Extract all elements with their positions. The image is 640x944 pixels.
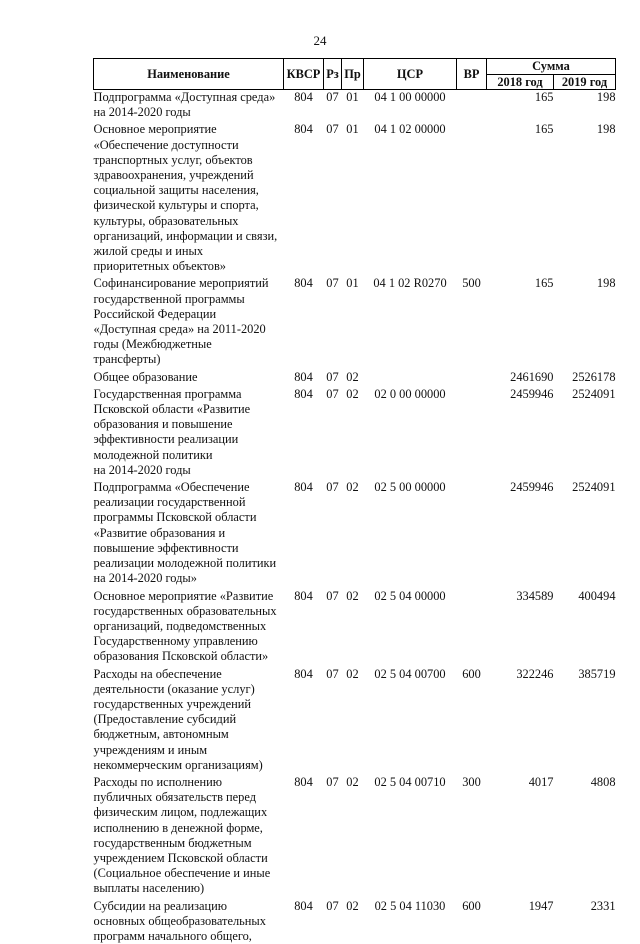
cell-s2019: 2524091 — [554, 478, 616, 586]
cell-kvsr: 804 — [284, 274, 324, 367]
cell-kvsr: 804 — [284, 368, 324, 385]
row-name-line: на 2014-2020 годы — [94, 105, 284, 120]
cell-s2019: 400494 — [554, 587, 616, 665]
row-name-line: учреждениям и иным — [94, 743, 284, 758]
header-2018: 2018 год — [487, 75, 554, 90]
cell-kvsr: 804 — [284, 90, 324, 121]
row-name-line: исполнению в денежной форме, — [94, 821, 284, 836]
row-name-line: «Развитие образования и — [94, 526, 284, 541]
cell-kvsr: 804 — [284, 120, 324, 274]
header-csr: ЦСР — [364, 59, 457, 90]
row-name-line: Расходы по исполнению — [94, 775, 284, 790]
cell-s2018: 4017 — [487, 773, 554, 897]
row-name-line: реализации молодежной политики — [94, 556, 284, 571]
row-name-line: образования Псковской области» — [94, 649, 284, 664]
cell-csr: 02 5 04 00700 — [364, 665, 457, 773]
row-name-line: молодежной политики — [94, 448, 284, 463]
row-name-line: Подпрограмма «Обеспечение — [94, 480, 284, 495]
row-name — [94, 665, 284, 773]
page-number: 24 — [0, 33, 640, 49]
row-name-line: государственных образовательных — [94, 604, 284, 619]
row-name — [94, 274, 284, 367]
row-name-line: приоритетных объектов» — [94, 259, 284, 274]
row-name-line: эффективности реализации — [94, 432, 284, 447]
cell-csr — [364, 368, 457, 385]
row-name — [94, 897, 284, 944]
cell-pr: 02 — [342, 587, 364, 665]
cell-s2018: 165 — [487, 120, 554, 274]
cell-s2019: 198 — [554, 274, 616, 367]
row-name-line: Субсидии на реализацию — [94, 899, 284, 914]
row-name-line: Российской Федерации — [94, 307, 284, 322]
cell-vr: 300 — [457, 773, 487, 897]
cell-kvsr: 804 — [284, 587, 324, 665]
row-name — [94, 90, 284, 121]
cell-vr — [457, 120, 487, 274]
header-name: Наименование — [94, 59, 284, 90]
cell-rz: 07 — [324, 368, 342, 385]
row-name-line: Подпрограмма «Доступная среда» — [94, 90, 284, 105]
cell-vr — [457, 90, 487, 121]
cell-s2018: 2459946 — [487, 385, 554, 478]
row-name-line: физической культуры и спорта, — [94, 198, 284, 213]
cell-pr: 02 — [342, 665, 364, 773]
row-name-line: Государственная программа — [94, 387, 284, 402]
table-row — [94, 665, 616, 773]
row-name — [94, 385, 284, 478]
cell-pr: 02 — [342, 478, 364, 586]
table-row — [94, 274, 616, 367]
cell-csr: 02 5 04 00710 — [364, 773, 457, 897]
row-name-line: на 2014-2020 годы — [94, 463, 284, 478]
table-row — [94, 120, 616, 274]
cell-kvsr: 804 — [284, 897, 324, 944]
cell-s2018: 1947 — [487, 897, 554, 944]
row-name — [94, 773, 284, 897]
row-name-line: жилой среды и иных — [94, 244, 284, 259]
cell-s2019: 385719 — [554, 665, 616, 773]
row-name-line: программы Псковской области — [94, 510, 284, 525]
cell-vr: 600 — [457, 665, 487, 773]
row-name — [94, 368, 284, 385]
cell-pr: 02 — [342, 773, 364, 897]
cell-pr: 02 — [342, 368, 364, 385]
row-name-line: Софинансирование мероприятий — [94, 276, 284, 291]
cell-csr: 04 1 02 00000 — [364, 120, 457, 274]
row-name — [94, 587, 284, 665]
header-pr: Пр — [342, 59, 364, 90]
header-2019: 2019 год — [554, 75, 616, 90]
row-name-line: физическим лицом, подлежащих — [94, 805, 284, 820]
cell-rz: 07 — [324, 274, 342, 367]
cell-rz: 07 — [324, 665, 342, 773]
cell-kvsr: 804 — [284, 665, 324, 773]
cell-rz: 07 — [324, 773, 342, 897]
row-name-line: Основное мероприятие «Развитие — [94, 589, 284, 604]
cell-csr: 02 0 00 00000 — [364, 385, 457, 478]
cell-csr: 02 5 04 00000 — [364, 587, 457, 665]
cell-pr: 02 — [342, 385, 364, 478]
row-name-line: Расходы на обеспечение — [94, 667, 284, 682]
cell-csr: 04 1 02 R0270 — [364, 274, 457, 367]
cell-s2018: 2459946 — [487, 478, 554, 586]
row-name-line: трансферты) — [94, 352, 284, 367]
header-kvsr: КВСР — [284, 59, 324, 90]
cell-s2019: 198 — [554, 90, 616, 121]
row-name-line: образования и повышение — [94, 417, 284, 432]
cell-csr: 02 5 04 11030 — [364, 897, 457, 944]
row-name-line: годы (Межбюджетные — [94, 337, 284, 352]
row-name-line: Псковской области «Развитие — [94, 402, 284, 417]
table-row — [94, 587, 616, 665]
cell-vr — [457, 385, 487, 478]
cell-s2019: 2331 — [554, 897, 616, 944]
cell-s2018: 165 — [487, 90, 554, 121]
row-name — [94, 120, 284, 274]
row-name-line: «Обеспечение доступности — [94, 138, 284, 153]
table-header — [94, 59, 616, 90]
row-name-line: «Доступная среда» на 2011-2020 — [94, 322, 284, 337]
cell-rz: 07 — [324, 90, 342, 121]
cell-vr — [457, 478, 487, 586]
row-name-line: некоммерческим организациям) — [94, 758, 284, 773]
row-name-line: транспортных услуг, объектов — [94, 153, 284, 168]
row-name-line: реализации государственной — [94, 495, 284, 510]
row-name-line: Основное мероприятие — [94, 122, 284, 137]
cell-csr: 02 5 00 00000 — [364, 478, 457, 586]
cell-kvsr: 804 — [284, 773, 324, 897]
cell-s2018: 165 — [487, 274, 554, 367]
cell-vr: 600 — [457, 897, 487, 944]
header-vr: ВР — [457, 59, 487, 90]
cell-s2019: 2524091 — [554, 385, 616, 478]
table-row — [94, 773, 616, 897]
row-name-line: Государственному управлению — [94, 634, 284, 649]
row-name-line: основных общеобразовательных — [94, 914, 284, 929]
cell-rz: 07 — [324, 478, 342, 586]
cell-csr: 04 1 00 00000 — [364, 90, 457, 121]
row-name-line: организаций, подведомственных — [94, 619, 284, 634]
row-name — [94, 478, 284, 586]
cell-vr: 500 — [457, 274, 487, 367]
row-name-line: деятельности (оказание услуг) — [94, 682, 284, 697]
cell-s2019: 4808 — [554, 773, 616, 897]
row-name-line: Общее образование — [94, 370, 284, 385]
cell-pr: 01 — [342, 90, 364, 121]
cell-rz: 07 — [324, 587, 342, 665]
header-rz: Рз — [324, 59, 342, 90]
row-name-line: на 2014-2020 годы» — [94, 571, 284, 586]
cell-s2019: 198 — [554, 120, 616, 274]
cell-rz: 07 — [324, 120, 342, 274]
row-name-line: повышение эффективности — [94, 541, 284, 556]
table-row — [94, 90, 616, 121]
budget-table — [93, 58, 616, 944]
row-name-line: государственным бюджетным — [94, 836, 284, 851]
cell-s2019: 2526178 — [554, 368, 616, 385]
row-name-line: программ начального общего, — [94, 929, 284, 944]
cell-s2018: 322246 — [487, 665, 554, 773]
cell-kvsr: 804 — [284, 385, 324, 478]
table-row — [94, 897, 616, 944]
row-name-line: (Предоставление субсидий — [94, 712, 284, 727]
cell-rz: 07 — [324, 385, 342, 478]
table-row — [94, 478, 616, 586]
row-name-line: здравоохранения, учреждений — [94, 168, 284, 183]
row-name-line: организаций, информации и связи, — [94, 229, 284, 244]
cell-rz: 07 — [324, 897, 342, 944]
cell-kvsr: 804 — [284, 478, 324, 586]
cell-pr: 01 — [342, 274, 364, 367]
row-name-line: культуры, образовательных — [94, 214, 284, 229]
row-name-line: учреждением Псковской области — [94, 851, 284, 866]
row-name-line: (Социальное обеспечение и иные — [94, 866, 284, 881]
table-body — [94, 90, 616, 944]
row-name-line: государственных учреждений — [94, 697, 284, 712]
row-name-line: бюджетным, автономным — [94, 727, 284, 742]
cell-pr: 02 — [342, 897, 364, 944]
row-name-line: выплаты населению) — [94, 881, 284, 896]
cell-s2018: 334589 — [487, 587, 554, 665]
cell-vr — [457, 587, 487, 665]
cell-pr: 01 — [342, 120, 364, 274]
row-name-line: государственной программы — [94, 292, 284, 307]
row-name-line: публичных обязательств перед — [94, 790, 284, 805]
cell-vr — [457, 368, 487, 385]
table-row — [94, 368, 616, 385]
table-row — [94, 385, 616, 478]
header-sum: Сумма — [487, 59, 616, 75]
row-name-line: социальной защиты населения, — [94, 183, 284, 198]
cell-s2018: 2461690 — [487, 368, 554, 385]
